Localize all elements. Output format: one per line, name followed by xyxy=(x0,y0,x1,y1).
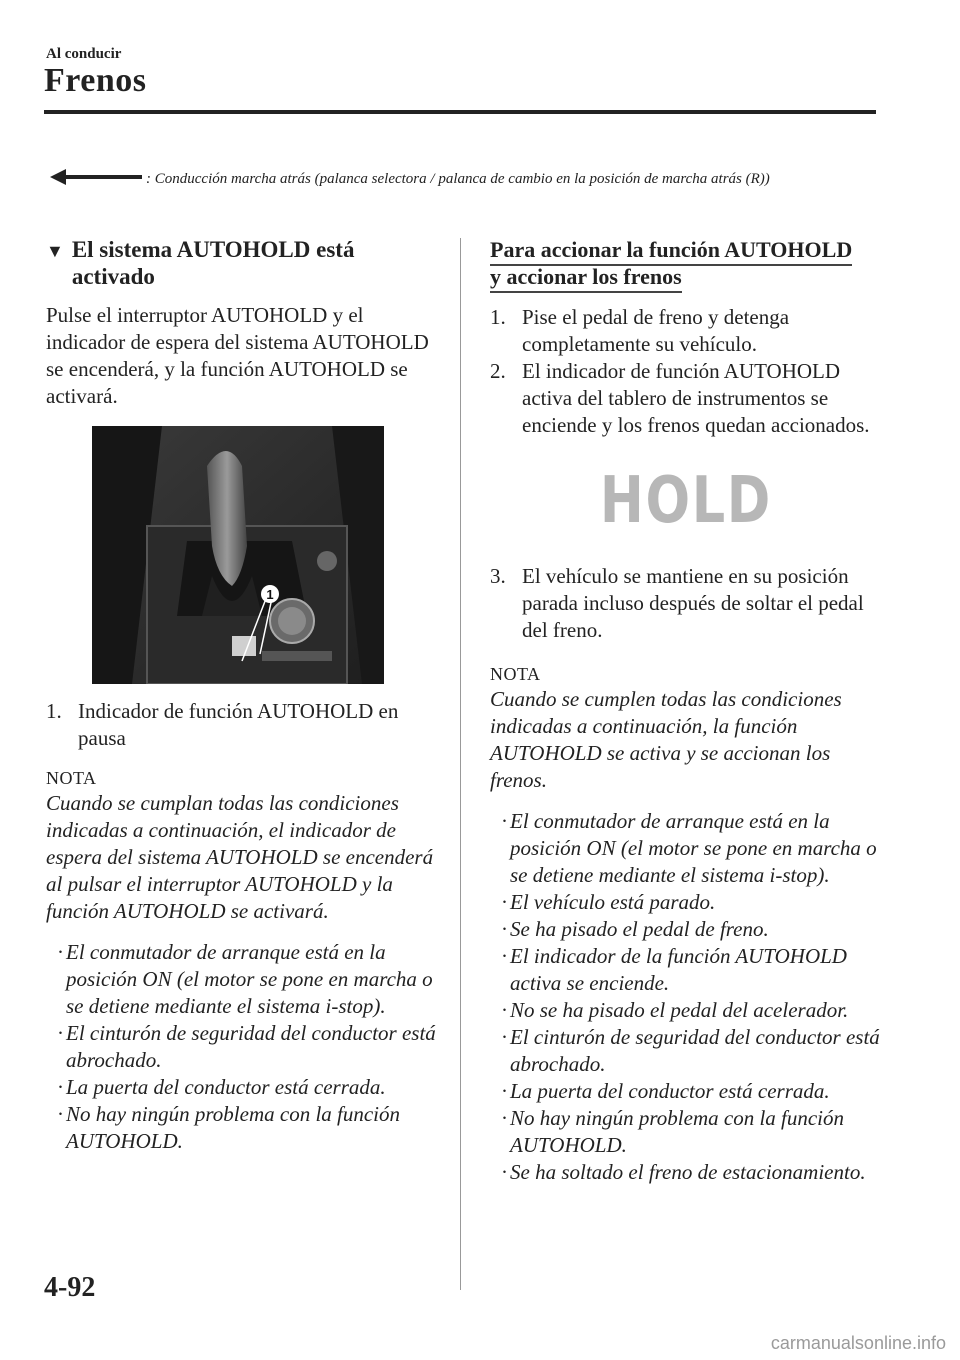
reverse-note xyxy=(50,168,870,190)
condition-list xyxy=(46,939,438,1155)
page-title: Frenos xyxy=(44,62,147,99)
list-item: · No hay ningún problema con la función AUTOHOLD. xyxy=(501,1106,845,1157)
list-item: · No hay ningún problema con la función AUTOHOLD. xyxy=(57,1102,401,1153)
reverse-arrow-icon xyxy=(50,168,142,186)
list-item: · El conmutador de arranque está en la posición ON (el motor se pone en marcha o se detiene mediante el sistema i-stop). xyxy=(501,809,877,887)
list-item: · El vehículo está parado. xyxy=(501,890,716,914)
list-item: · La puerta del conductor está cerrada. xyxy=(501,1079,830,1103)
photo-legend xyxy=(46,698,438,752)
watermark: carmanualsonline.info xyxy=(770,1333,946,1353)
console-illustration xyxy=(92,426,384,684)
right-column xyxy=(490,236,882,1186)
list-item: · Se ha pisado el pedal de freno. xyxy=(501,917,769,941)
console-photo xyxy=(92,426,384,684)
list-item: 3. El vehículo se mantiene en su posición parada incluso después de soltar el pedal del freno. xyxy=(490,564,864,642)
list-item: · El conmutador de arranque está en la posición ON (el motor se pone en marcha o se detiene mediante el sistema i-stop). xyxy=(57,940,433,1018)
section-label: Al conducir xyxy=(46,46,122,62)
list-item: · El indicador de la función AUTOHOLD activa se enciende. xyxy=(501,944,847,995)
list-item: 1. Indicador de función AUTOHOLD en pausa xyxy=(46,699,399,750)
list-item: · No se ha pisado el pedal del acelerador. xyxy=(501,998,849,1022)
intro-paragraph: Pulse el interruptor AUTOHOLD y el indicador de espera del sistema AUTOHOLD se encenderá, y la función AUTOHOLD se activará. xyxy=(46,303,429,408)
column-divider xyxy=(460,238,461,1290)
left-column xyxy=(46,236,438,1155)
nota-paragraph: Cuando se cumplen todas las condiciones indicadas a continuación, la función AUTOHOLD se activa y se accionan los frenos. xyxy=(490,687,842,792)
condition-list xyxy=(490,808,882,1186)
nota-paragraph: Cuando se cumplan todas las condiciones indicadas a continuación, el indicador de espera del sistema AUTOHOLD se encenderá al pulsar el interruptor AUTOHOLD y la función AUTOHOLD se activará. xyxy=(46,791,434,923)
nota-label: NOTA xyxy=(490,664,541,684)
list-item: · La puerta del conductor está cerrada. xyxy=(57,1075,386,1099)
list-item: 2. El indicador de función AUTOHOLD activa del tablero de instrumentos se enciende y los frenos quedan accionados. xyxy=(490,359,870,437)
callout-number: 1 xyxy=(266,587,274,602)
steps-list xyxy=(490,304,882,439)
reverse-note-text: : Conducción marcha atrás (palanca selectora / palanca de cambio en la posición de marcha atrás (R)) xyxy=(146,171,770,187)
list-item: · El cinturón de seguridad del conductor está abrochado. xyxy=(501,1025,880,1076)
list-item: · Se ha soltado el freno de estacionamiento. xyxy=(501,1160,866,1184)
section-heading xyxy=(46,236,438,290)
steps-list-continued xyxy=(490,563,882,644)
list-item: 1. Pise el pedal de freno y detenga completamente su vehículo. xyxy=(490,305,790,356)
subheading: Para accionar la función AUTOHOLD y accionar los frenos xyxy=(490,236,882,290)
list-item: · El cinturón de seguridad del conductor está abrochado. xyxy=(57,1021,436,1072)
hold-indicator xyxy=(490,451,882,551)
triangle-marker-icon: ▼ xyxy=(46,241,64,261)
nota-label: NOTA xyxy=(46,768,97,788)
heading-line-2: activado xyxy=(71,264,155,289)
heading-line-1: El sistema AUTOHOLD está xyxy=(71,237,355,262)
page-number: 4-92 xyxy=(44,1272,96,1303)
title-rule xyxy=(44,110,876,114)
hold-indicator-icon: HOLD xyxy=(599,464,773,538)
